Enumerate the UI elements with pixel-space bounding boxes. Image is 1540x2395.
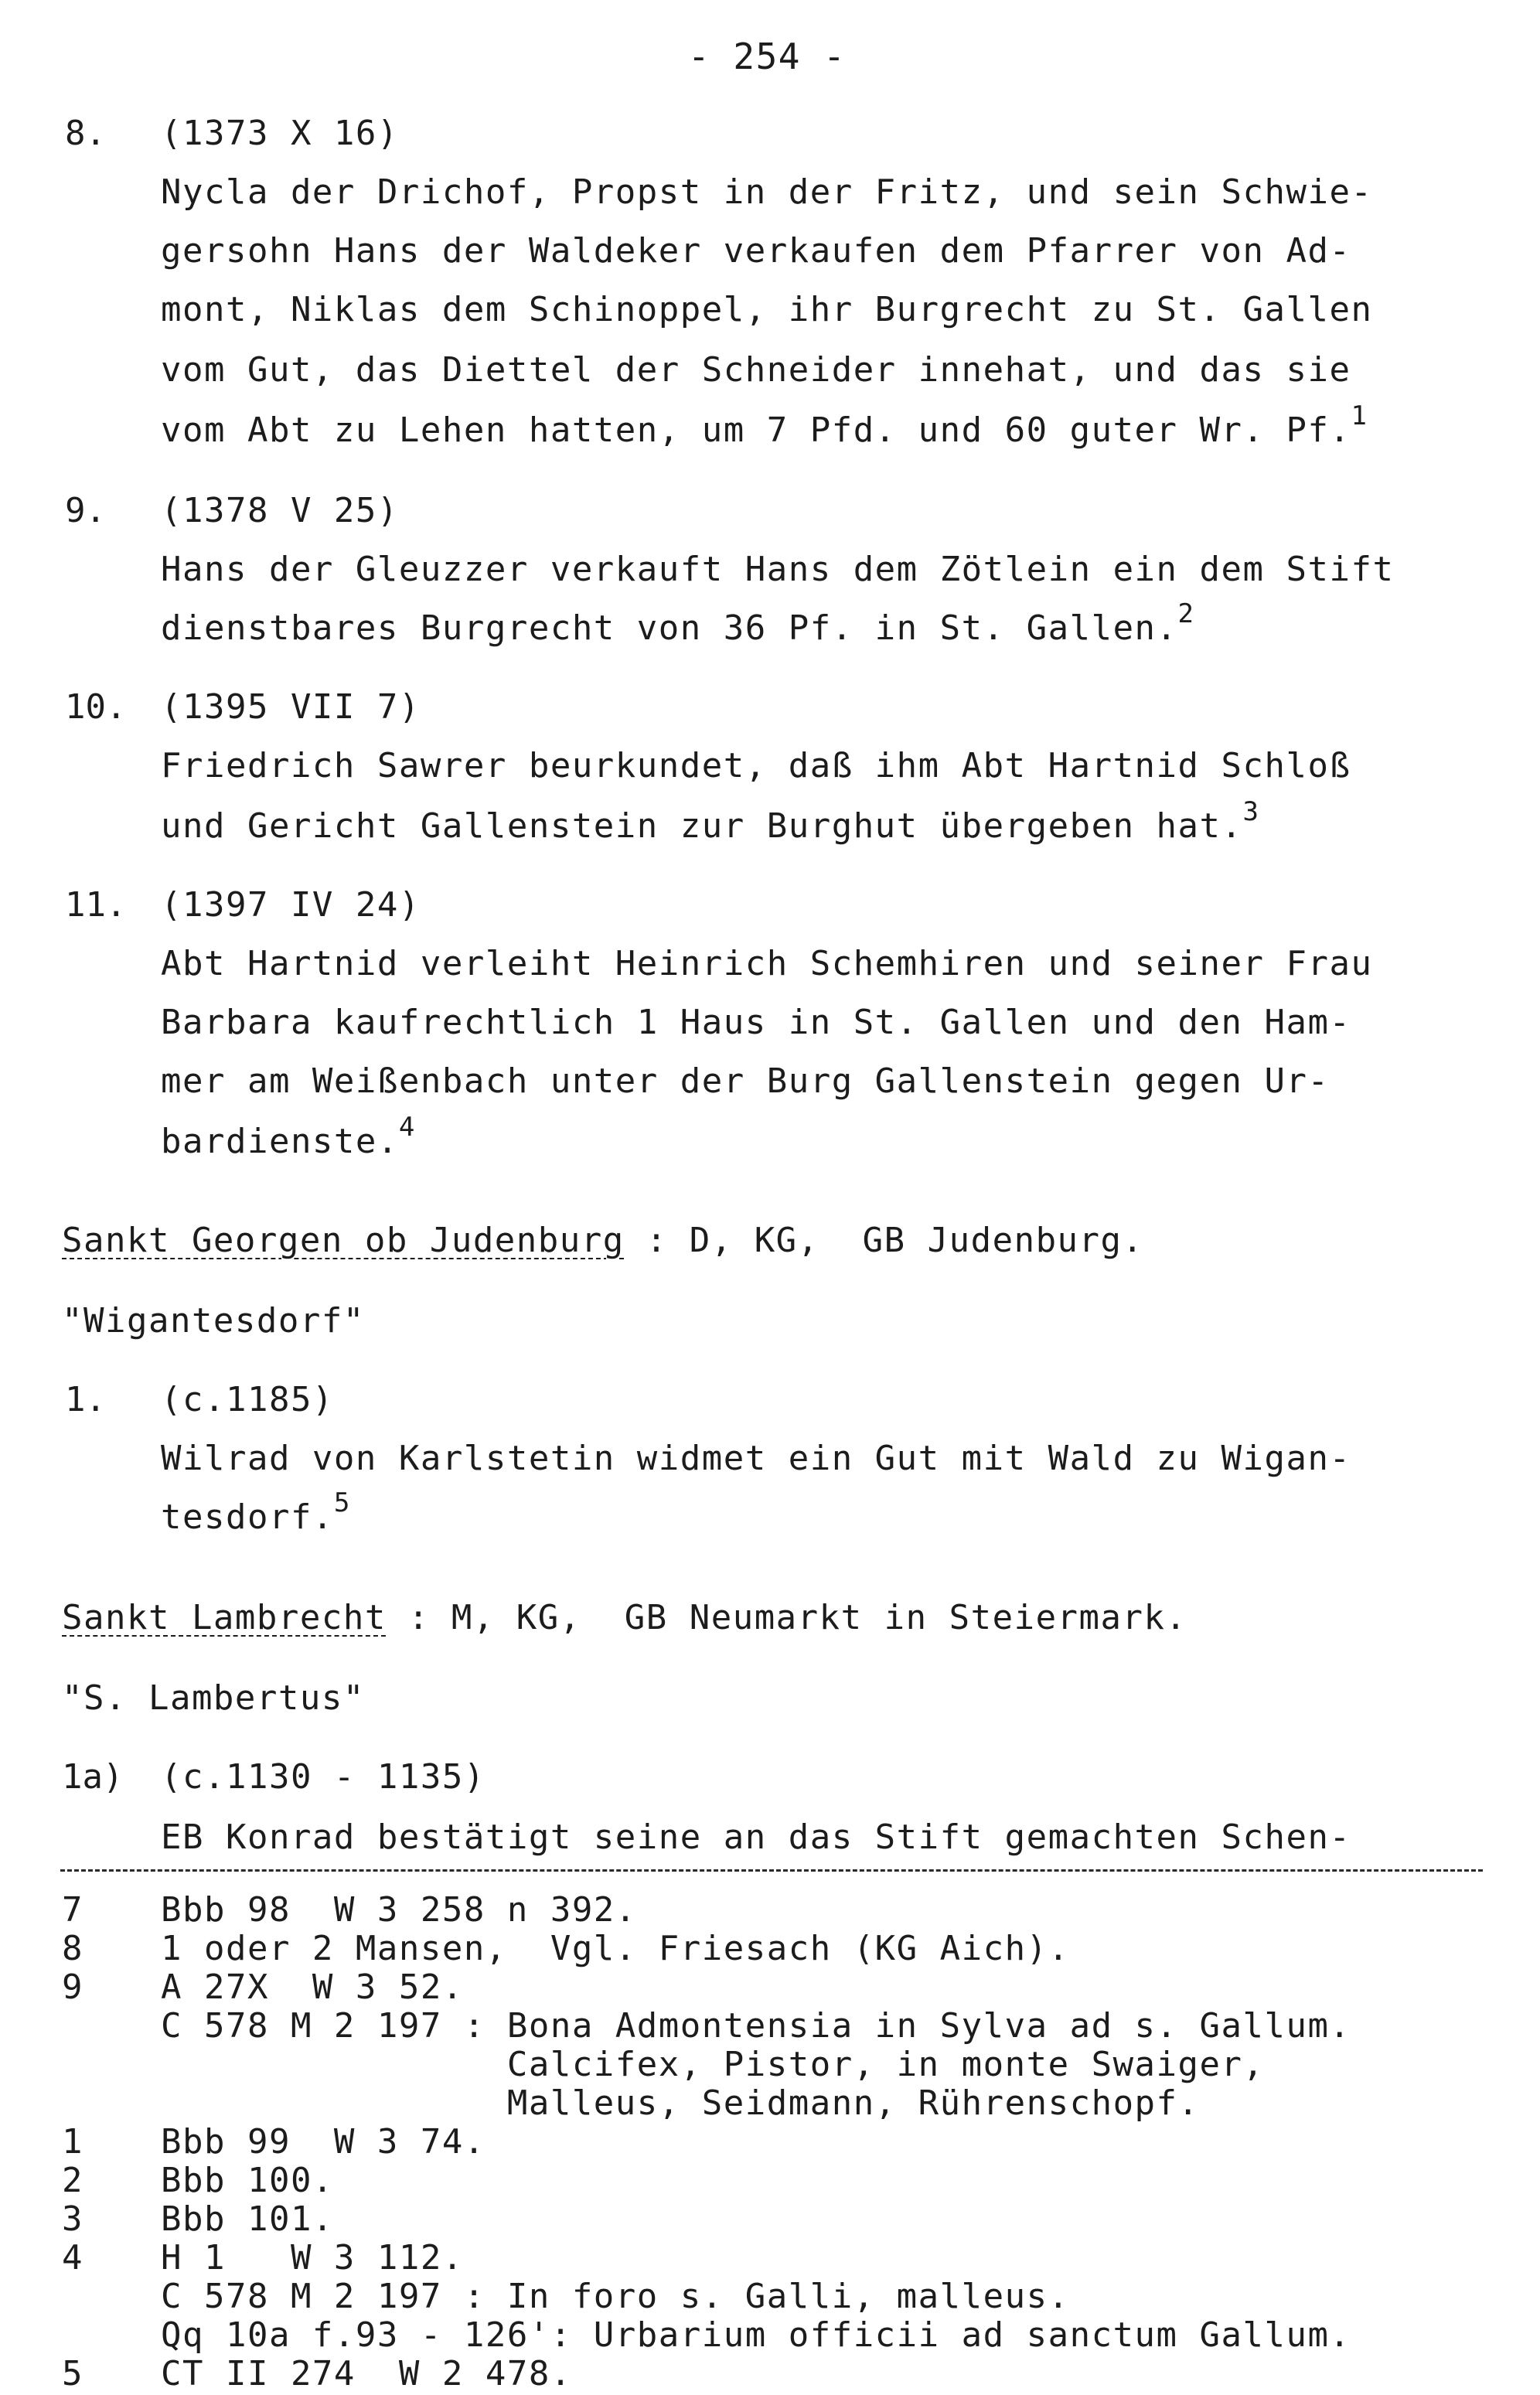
entry-text-line: Barbara kaufrechtlich 1 Haus in St. Gallen und den Ham- (161, 1003, 1351, 1042)
place-historic-name: "Wigantesdorf" (62, 1301, 365, 1341)
entry-text-line (161, 598, 1195, 650)
entry-number: 1a) (62, 1757, 124, 1797)
entry-text-line (161, 796, 1260, 848)
footnote-text: 1 oder 2 Mansen, Vgl. Friesach (KG Aich). (161, 1929, 1070, 1968)
footnote-number: 1 (62, 2122, 83, 2162)
entry-text-line: Wilrad von Karlstetin widmet ein Gut mit Wald zu Wigan- (161, 1439, 1351, 1478)
footnote-text: C 578 M 2 197 : In foro s. Galli, malleus. (161, 2277, 1070, 2316)
entry-text-line (161, 1487, 351, 1539)
place-name: Sankt Lambrecht (62, 1598, 387, 1637)
place-details: : D, KG, GB Judenburg. (624, 1221, 1144, 1260)
footnote-text: Malleus, Seidmann, Rührenschopf. (161, 2083, 1200, 2123)
entry-text-line: EB Konrad bestätigt seine an das Stift gemachten Schen- (161, 1818, 1351, 1857)
footnote-ref: 5 (333, 1487, 351, 1518)
footnote-number: 4 (62, 2238, 83, 2277)
place-historic-name: "S. Lambertus" (62, 1678, 365, 1718)
entry-date: (c.1185) (161, 1380, 334, 1419)
entry-text-line: Abt Hartnid verleiht Heinrich Schemhiren und seiner Frau (161, 944, 1373, 983)
entry-number: 9. (65, 491, 106, 530)
entry-text-line: gersohn Hans der Waldeker verkaufen dem Pfarrer von Ad- (161, 231, 1351, 271)
place-details: : M, KG, GB Neumarkt in Steiermark. (386, 1598, 1187, 1637)
footnote-number: 8 (62, 1929, 83, 1968)
footnote-separator (60, 1869, 1483, 1872)
footnote-text: Qq 10a f.93 - 126': Urbarium officii ad sanctum Gallum. (161, 2315, 1351, 2355)
entry-text-tail: und Gericht Gallenstein zur Burghut übergeben hat. (161, 806, 1243, 846)
entry-date: (1378 V 25) (161, 491, 399, 530)
footnote-text: Bbb 99 W 3 74. (161, 2122, 486, 2162)
entry-date: (1397 IV 24) (161, 885, 421, 925)
footnote-text: CT II 274 W 2 478. (161, 2354, 572, 2393)
entry-text-tail: dienstbares Burgrecht von 36 Pf. in St. Gallen. (161, 608, 1178, 648)
entry-text-line: vom Gut, das Diettel der Schneider innehat, und das sie (161, 350, 1351, 390)
footnote-number: 2 (62, 2161, 83, 2200)
footnote-ref: 2 (1177, 598, 1195, 629)
footnote-number: 9 (62, 1967, 83, 2007)
footnote-text: H 1 W 3 112. (161, 2238, 464, 2277)
entry-text-tail: tesdorf. (161, 1497, 334, 1537)
footnote-text: Calcifex, Pistor, in monte Swaiger, (161, 2045, 1265, 2084)
entry-text-line: mer am Weißenbach unter der Burg Gallenstein gegen Ur- (161, 1061, 1330, 1101)
footnote-ref: 1 (1351, 400, 1368, 431)
entry-text-line: mont, Niklas dem Schinoppel, ihr Burgrecht zu St. Gallen (161, 290, 1373, 329)
place-name: Sankt Georgen ob Judenburg (62, 1221, 625, 1260)
entry-text-tail: bardienste. (161, 1122, 399, 1161)
entry-number: 11. (65, 885, 127, 925)
footnote-number: 5 (62, 2354, 83, 2393)
entry-text-line (161, 1112, 416, 1163)
entry-number: 8. (65, 114, 106, 153)
entry-text-line: Friedrich Sawrer beurkundet, daß ihm Abt Hartnid Schloß (161, 746, 1351, 785)
entry-text-line: Hans der Gleuzzer verkauft Hans dem Zötlein ein dem Stift (161, 550, 1395, 589)
entry-text-line: Nycla der Drichof, Propst in der Fritz, und sein Schwie- (161, 172, 1373, 212)
footnote-ref: 3 (1242, 796, 1260, 827)
place-heading (62, 1221, 1144, 1260)
entry-number: 10. (65, 687, 127, 727)
footnote-ref: 4 (398, 1112, 416, 1143)
footnote-number: 3 (62, 2199, 83, 2239)
footnote-text: C 578 M 2 197 : Bona Admontensia in Sylva ad s. Gallum. (161, 2006, 1351, 2046)
entry-date: (1373 X 16) (161, 114, 399, 153)
page-number: - 254 - (688, 36, 847, 77)
place-heading (62, 1599, 1187, 1637)
entry-text-tail: vom Abt zu Lehen hatten, um 7 Pfd. und 60 guter Wr. Pf. (161, 411, 1351, 450)
footnote-text: Bbb 100. (161, 2161, 334, 2200)
footnote-text: Bbb 101. (161, 2199, 334, 2239)
footnote-text: Bbb 98 W 3 258 n 392. (161, 1890, 637, 1930)
entry-text-line (161, 400, 1368, 452)
footnote-number: 7 (62, 1890, 83, 1930)
entry-date: (c.1130 - 1135) (161, 1757, 486, 1797)
entry-number: 1. (65, 1380, 106, 1419)
entry-date: (1395 VII 7) (161, 687, 421, 727)
footnote-text: A 27X W 3 52. (161, 1967, 464, 2007)
